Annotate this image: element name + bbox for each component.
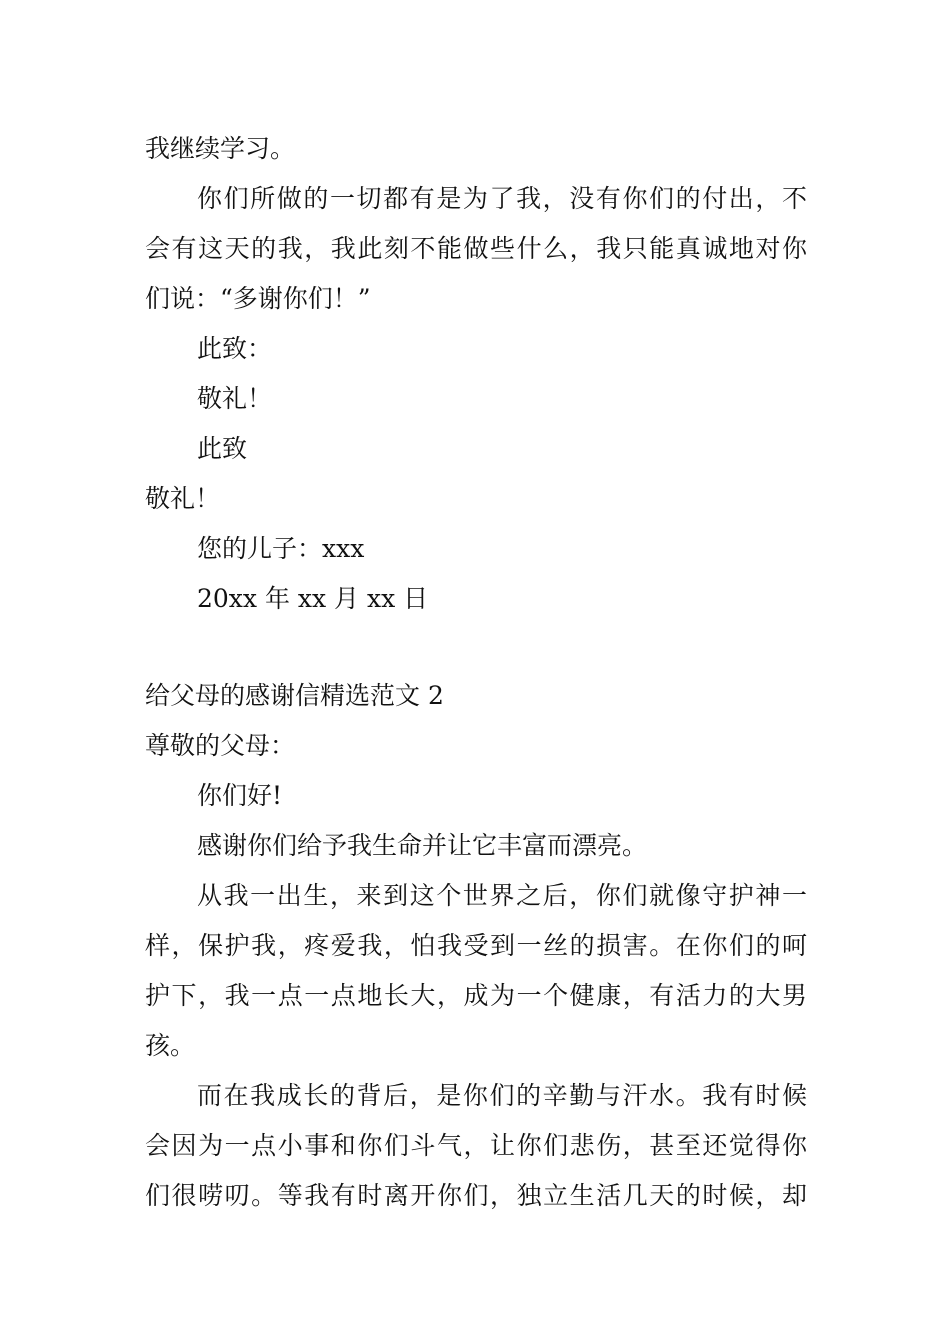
document-body bbox=[145, 124, 807, 1221]
text-line: 从我一出生，来到这个世界之后，你们就像守护神一 bbox=[197, 881, 807, 910]
signature: 您的儿子：xxx bbox=[197, 534, 365, 563]
closing-regards: 敬礼！ bbox=[197, 384, 273, 413]
text-line: 感谢你们给予我生命并让它丰富而漂亮。 bbox=[197, 831, 648, 860]
closing-salutation: 此致： bbox=[197, 334, 273, 363]
text-line: 孩。 bbox=[145, 1031, 196, 1060]
section-title: 给父母的感谢信精选范文 2 bbox=[145, 681, 444, 710]
text-line: 们说：“多谢你们！” bbox=[145, 284, 371, 313]
closing-regards: 敬礼！ bbox=[145, 484, 221, 513]
text-line: 们很唠叨。等我有时离开你们，独立生活几天的时候，却 bbox=[145, 1181, 807, 1210]
text-line: 会因为一点小事和你们斗气，让你们悲伤，甚至还觉得你 bbox=[145, 1131, 807, 1160]
text-line: 样，保护我，疼爱我，怕我受到一丝的损害。在你们的呵 bbox=[145, 931, 807, 960]
text-line: 你们好! bbox=[197, 781, 283, 810]
closing-salutation: 此致 bbox=[197, 434, 248, 463]
section-gap bbox=[145, 624, 807, 671]
text-line: 护下，我一点一点地长大，成为一个健康，有活力的大男 bbox=[145, 981, 807, 1010]
text-line: 会有这天的我，我此刻不能做些什么，我只能真诚地对你 bbox=[145, 234, 807, 263]
letter-date: 20xx 年 xx 月 xx 日 bbox=[197, 584, 429, 613]
text-line: 我继续学习。 bbox=[145, 134, 296, 163]
text-line: 你们所做的一切都有是为了我，没有你们的付出，不 bbox=[197, 184, 807, 213]
letter-greeting: 尊敬的父母： bbox=[145, 731, 296, 760]
text-line: 而在我成长的背后，是你们的辛勤与汗水。我有时候 bbox=[197, 1081, 807, 1110]
